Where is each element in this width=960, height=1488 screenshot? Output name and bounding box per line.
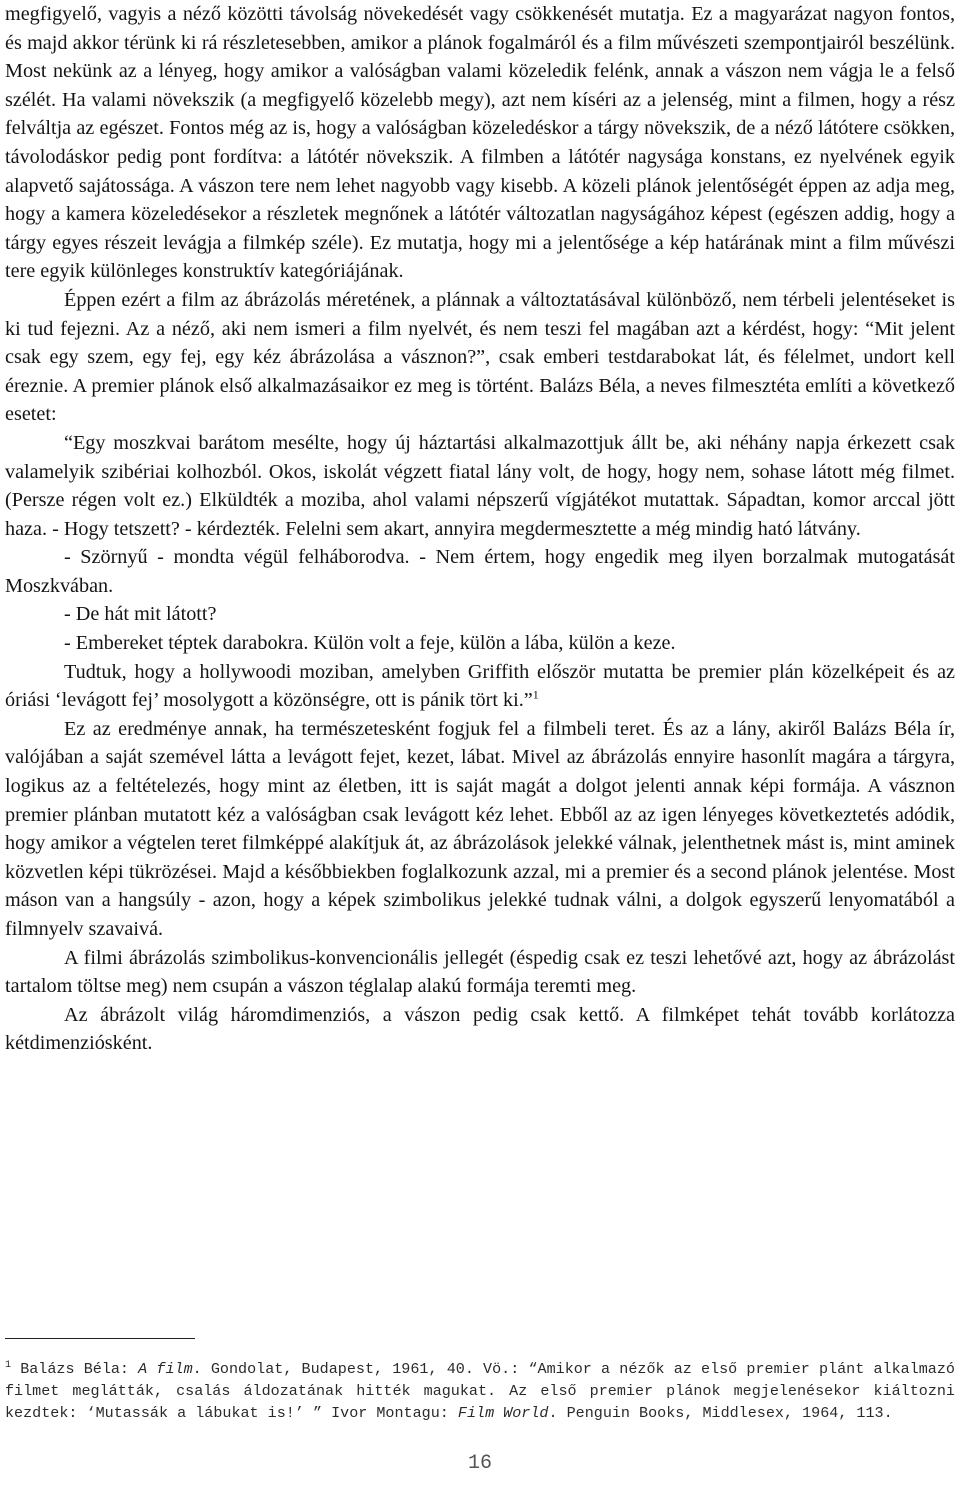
footnote-second-publication: . Penguin Books, Middlesex, 1964, 113. — [548, 1404, 893, 1422]
footnote-reference[interactable]: 1 — [532, 687, 539, 702]
paragraph: A filmi ábrázolás szimbolikus-konvencionális jellegét (éspedig csak ez teszi lehetővé azt, hogy az ábrázolást tartalom töltse meg) nem csupán a vászon téglalap alakú formája teremti meg. — [5, 946, 955, 998]
paragraph: Ez az eredménye annak, ha természetesként fogjuk fel a filmbeli teret. És az a lány, akiről Balázs Béla ír, valójában a saját szemével látta a levágott fejet, kezet, lábat. Mivel az ábrázolás ennyire hasonlít magára a tárgyra, logikus az a feltételezés, hogy mint az életben, itt is saját magát a dolgot jelenti annak képi formája. A vásznon premier plánban mutatott kéz a valóságban csak levágott kéz lehet. Ebből az az igen lényeges következtetés adódik, hogy amikor a végtelen teret filmképpé alakítjuk át, az ábrázolások jelekké válnak, jelenthetnek mást is, mint aminek közvetlen képi tükrözései. Majd a későbbiekben foglalkozunk azzal, mi a premier és a second plánok jelentése. Most máson van a hangsúly - azon, hogy a képek szimbolikus jelekké tudnak válni, a dolgok egyszerű lenyomatából a filmnyelv szavaivá. — [5, 717, 955, 940]
quotation-paragraph — [5, 658, 955, 715]
footnote-book-title: A film — [138, 1360, 193, 1378]
paragraph: Az ábrázolt világ háromdimenziós, a vászon pedig csak kettő. A filmképet tehát tovább korlátozza kétdimenziósként. — [5, 1003, 955, 1055]
footnote-number: 1 — [5, 1359, 12, 1371]
body-text — [5, 0, 955, 1058]
paragraph: megfigyelő, vagyis a néző közötti távolság növekedését vagy csökkenését mutatja. Ez a magyarázat nagyon fontos, és majd akkor térünk ki rá részletesebben, amikor a plánok fogalmáról és a film művészeti szempontjairól beszélünk. Most nekünk az a lényeg, hogy amikor a valóságban valami közeledik felénk, annak a vászon nem vágja le a felső szélét. Ha valami növekszik (a megfigyelő közelebb megy), azt nem kíséri az a jelenség, mint a filmen, hogy a rész felváltja az egészet. Fontos még az is, hogy a valóságban közeledéskor a tárgy növekszik, de a néző látótere csökken, távolodáskor pedig pont fordítva: a látótér növekszik. A filmben a látótér nagysága konstans, ez nyelvének egyik alapvető sajátossága. A vászon tere nem lehet nagyobb vagy kisebb. A közeli plánok jelentőségét éppen az adja meg, hogy a kamera közeledésekor a részletek megnőnek a látótér változatlan nagyságához képest (egészen addig, hogy a tárgy egyes részeit levágja a filmkép széle). Ez mutatja, hogy mi a jelentősége a kép határának mint a film művészi tere egyik különleges konstruktív kategóriájának. — [5, 3, 955, 283]
footnote-second-title: Film World — [457, 1404, 549, 1422]
page-number: 16 — [467, 1452, 492, 1475]
footnote-publication: . Gondolat, Budapest, 1961, 40. Vö.: “Amikor a nézők az első premier plánt alkalmazó filmet meglátták, csalás áldozatának hitték magukat. Az első premier plánok megjelenésekor kiáltozni kezdtek: ‘Mutassák a lábukat is!’ ” Ivor Montagu: — [5, 1360, 955, 1422]
quotation-paragraph: - De hát mit látott? — [64, 603, 217, 626]
paragraph: Éppen ezért a film az ábrázolás méretének, a plánnak a változtatásával különböző, nem térbeli jelentéseket is ki tud fejezni. Az a néző, aki nem ismeri a film nyelvét, és nem teszi fel magában azt a kérdést, hogy: “Mit jelent csak egy szem, egy fej, egy kéz ábrázolása a vásznon?”, csak emberi testdarabokat lát, és félelmet, undort kell éreznie. A premier plánok első alkalmazásaikor ez meg is történt. Balázs Béla, a neves filmesztéta említi a következő esetet: — [5, 288, 955, 426]
footnote-author: Balázs Béla: — [20, 1360, 139, 1378]
footnote — [5, 1358, 955, 1424]
quotation-text: Tudtuk, hogy a hollywoodi moziban, amelyben Griffith először mutatta be premier plán közelképeit és az óriási ‘levágott fej’ mosolygott a közönségre, ott is pánik tört ki.” — [5, 660, 955, 712]
quotation-paragraph: - Embereket téptek darabokra. Külön volt a feje, külön a lába, külön a keze. — [64, 632, 676, 655]
footnote-divider — [5, 1338, 195, 1339]
quotation-paragraph: “Egy moszkvai barátom mesélte, hogy új háztartási alkalmazottjuk állt be, aki néhány napja érkezett csak valamelyik szibériai kolhozból. Okos, iskolát végzett fiatal lány volt, de hogy, hogy nem, sohase látott még filmet. (Persze régen volt ez.) Elküldték a moziba, ahol valami népszerű vígjátékot mutattak. Sápadtan, komor arccal jött haza. - Hogy tetszett? - kérdezték. Felelni sem akart, annyira megdermesztette a még mindig ható látvány. — [5, 431, 955, 540]
quotation-paragraph: - Szörnyű - mondta végül felháborodva. - Nem értem, hogy engedik meg ilyen borzalmak mutogatását Moszkvában. — [5, 546, 955, 597]
